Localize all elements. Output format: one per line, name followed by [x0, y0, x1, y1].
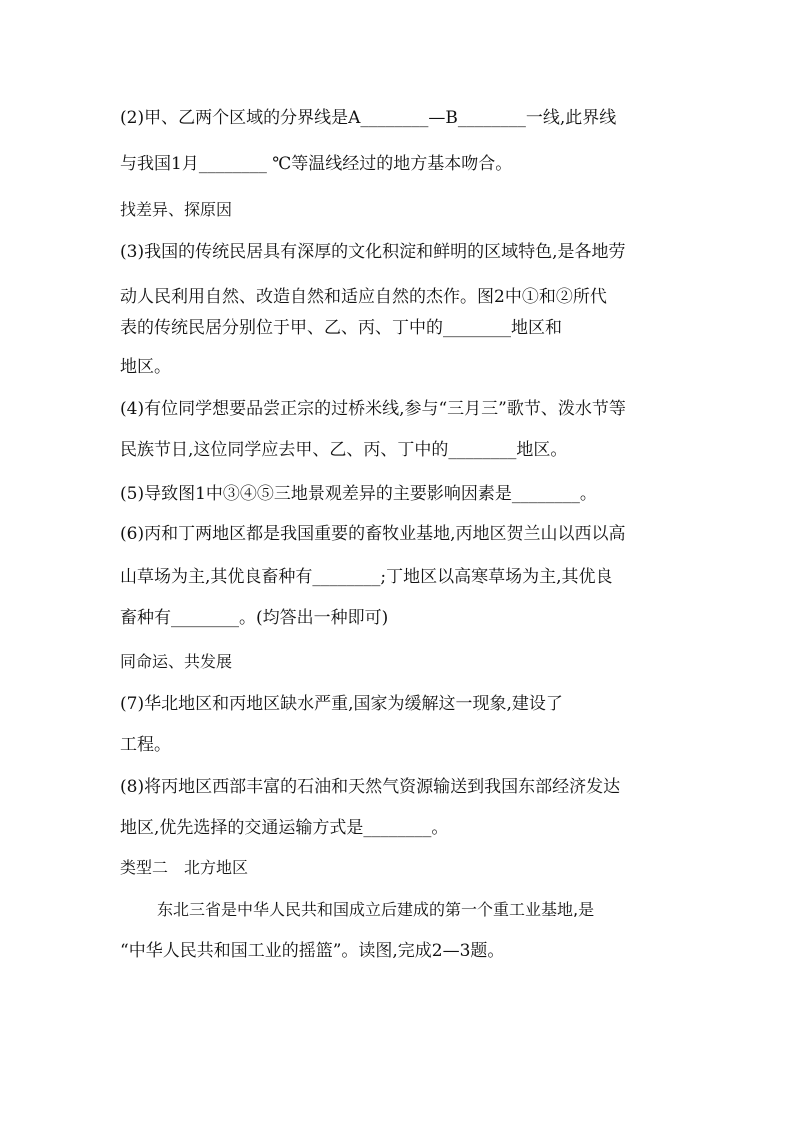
question-6-line-2: 山草场为主,其优良畜种有________;丁地区以高寒草场为主,其优良 — [120, 567, 613, 587]
question-5-line: (5)导致图1中③④⑤三地景观差异的主要影响因素是________。 — [120, 484, 597, 504]
section-heading-find-differences: 找差异、探原因 — [120, 200, 233, 219]
question-2-line-2: 与我国1月________ ℃等温线经过的地方基本吻合。 — [120, 154, 513, 174]
question-4-line-1: (4)有位同学想要品尝正宗的过桥米线,参与“三月三”歌节、泼水节等 — [120, 399, 626, 419]
question-8-line-2: 地区,优先选择的交通运输方式是________。 — [120, 818, 449, 838]
question-6-line-3: 畜种有________。(均答出一种即可) — [120, 608, 389, 628]
question-8-line-1: (8)将丙地区西部丰富的石油和天然气资源输送到我国东部经济发达 — [120, 777, 621, 797]
question-7-line-1: (7)华北地区和丙地区缺水严重,国家为缓解这一现象,建设了 — [120, 694, 563, 714]
intro-line-1: 东北三省是中华人民共和国成立后建成的第一个重工业基地,是 — [157, 900, 595, 919]
question-3-line-2: 动人民利用自然、改造自然和适应自然的杰作。图2中①和②所代 — [120, 287, 607, 307]
question-3-line-4: 地区。 — [120, 357, 171, 377]
intro-line-2: “中华人民共和国工业的摇篮”。读图,完成2—3题。 — [120, 941, 505, 961]
question-4-line-2: 民族节日,这位同学应去甲、乙、丙、丁中的________地区。 — [120, 440, 568, 460]
question-6-line-1: (6)丙和丁两地区都是我国重要的畜牧业基地,丙地区贺兰山以西以高 — [120, 524, 626, 544]
question-2-line-1: (2)甲、乙两个区域的分界线是A________—B________一线,此界线 — [120, 108, 617, 128]
question-3-line-1: (3)我国的传统民居具有深厚的文化积淀和鲜明的区域特色,是各地劳 — [120, 242, 626, 262]
section-heading-shared-destiny: 同命运、共发展 — [120, 652, 233, 671]
question-3-line-3: 表的传统民居分别位于甲、乙、丙、丁中的________地区和 — [120, 318, 562, 338]
question-7-line-2: 工程。 — [120, 735, 171, 755]
section-title-type-two: 类型二 北方地区 — [120, 858, 249, 877]
